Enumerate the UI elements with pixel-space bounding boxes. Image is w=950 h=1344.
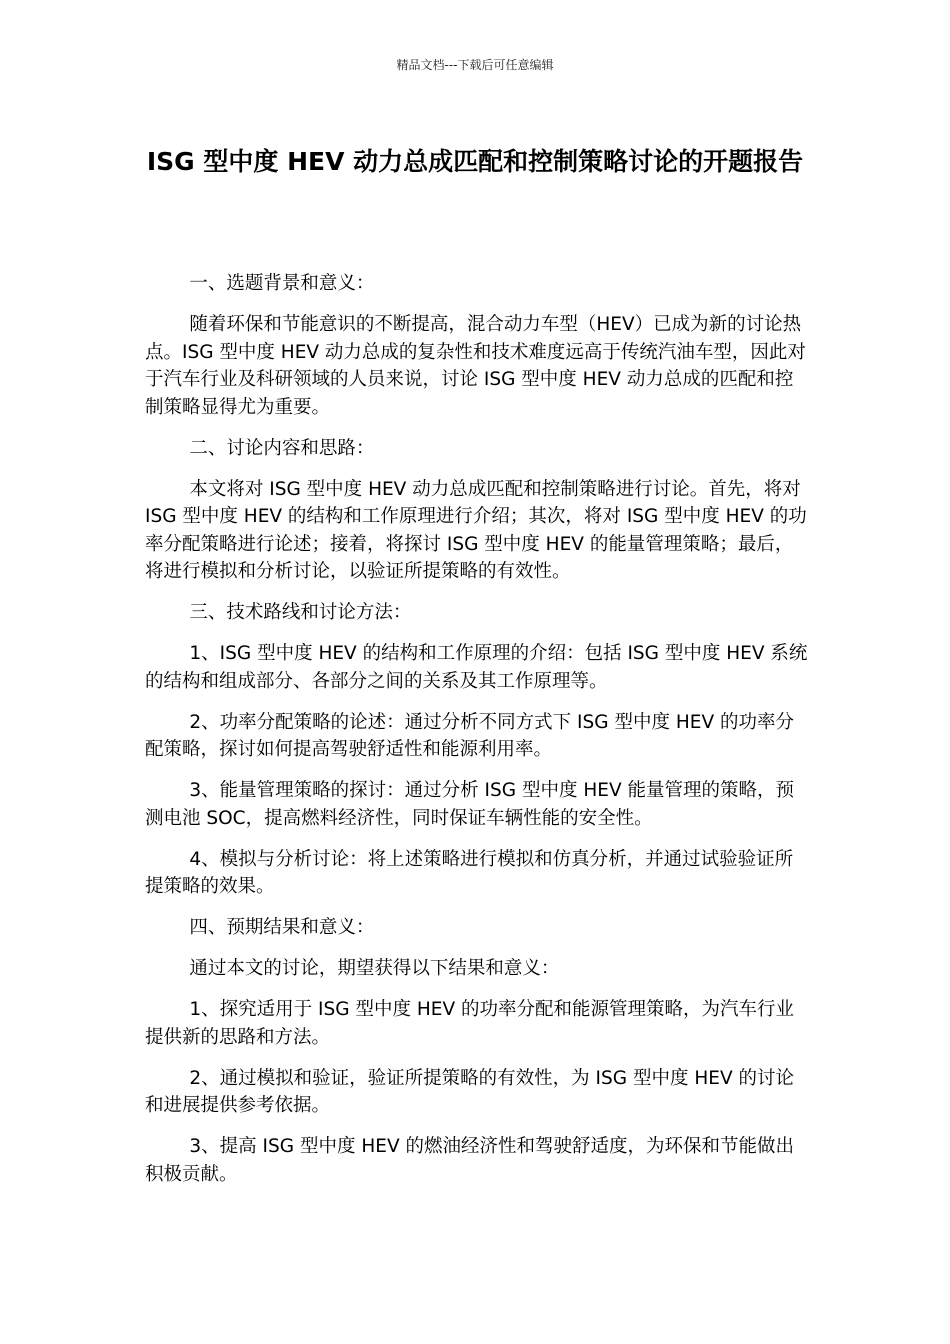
page-header: 精品文档---下载后可任意编辑 xyxy=(396,58,554,72)
section-heading-results: 四、预期结果和意义： xyxy=(189,917,375,938)
list-item-method-4: 4、模拟与分析讨论：将上述策略进行模拟和仿真分析，并通过试验验证所提策略的效果。 xyxy=(145,848,794,897)
list-item-method-1: 1、ISG 型中度 HEV 的结构和工作原理的介绍：包括 ISG 型中度 HEV 系统的结构和组成部分、各部分之间的关系及其工作原理等。 xyxy=(145,643,808,692)
section-heading-methods: 三、技术路线和讨论方法： xyxy=(189,602,412,623)
list-item-result-2: 2、通过模拟和验证，验证所提策略的有效性，为 ISG 型中度 HEV 的讨论和进展提供参考依据。 xyxy=(145,1067,794,1116)
list-item-method-3: 3、能量管理策略的探讨：通过分析 ISG 型中度 HEV 能量管理的策略，预测电池 SOC，提高燃料经济性，同时保证车辆性能的安全性。 xyxy=(145,780,794,829)
document-body xyxy=(145,270,810,1202)
section-heading-background: 一、选题背景和意义： xyxy=(189,273,375,294)
list-item-method-2: 2、功率分配策略的论述：通过分析不同方式下 ISG 型中度 HEV 的功率分配策略，探讨如何提高驾驶舒适性和能源利用率。 xyxy=(145,711,794,760)
section-heading-content: 二、讨论内容和思路： xyxy=(189,437,375,459)
paragraph-background: 随着环保和节能意识的不断提高，混合动力车型（HEV）已成为新的讨论热点。ISG 型中度 HEV 动力总成的复杂性和技术难度远高于传统汽油车型，因此对于汽车行业及科研领域的人员来说，讨论 ISG 型中度 HEV 动力总成的匹配和控制策略显得尤为重要。 xyxy=(145,314,806,418)
document-title: ISG 型中度 HEV 动力总成匹配和控制策略讨论的开题报告 xyxy=(146,147,804,176)
list-item-result-1: 1、探究适用于 ISG 型中度 HEV 的功率分配和能源管理策略，为汽车行业提供新的思路和方法。 xyxy=(145,999,794,1048)
paragraph-content: 本文将对 ISG 型中度 HEV 动力总成匹配和控制策略进行讨论。首先，将对 ISG 型中度 HEV 的结构和工作原理进行介绍；其次，将对 ISG 型中度 HEV 的功率分配策略进行论述；接着，将探讨 ISG 型中度 HEV 的能量管理策略；最后，将进行模拟和分析讨论，以验证所提策略的有效性。 xyxy=(145,478,807,582)
list-item-result-3: 3、提高 ISG 型中度 HEV 的燃油经济性和驾驶舒适度，为环保和节能做出积极贡献。 xyxy=(145,1136,794,1185)
paragraph-results-intro: 通过本文的讨论，期望获得以下结果和意义： xyxy=(189,958,560,979)
